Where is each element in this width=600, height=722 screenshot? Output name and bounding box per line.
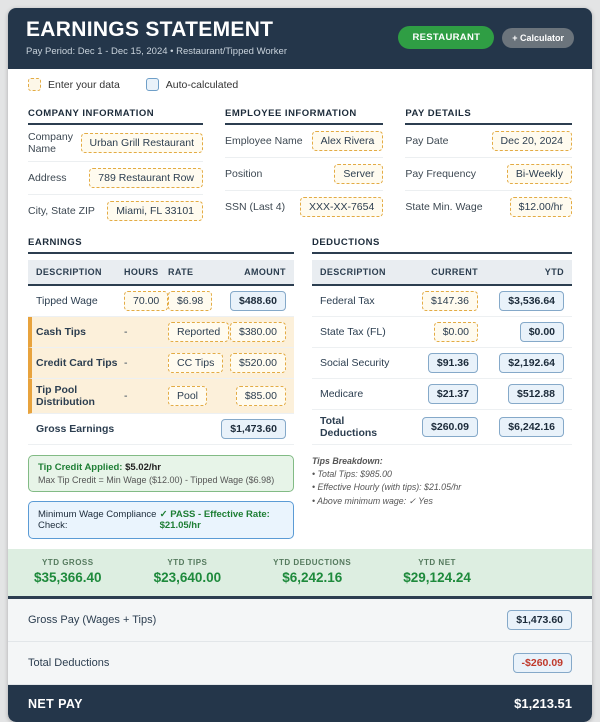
legend-enter-label: Enter your data — [48, 78, 120, 91]
deductions-section-title: DEDUCTIONS — [312, 237, 572, 254]
earnings-col-amount: AMOUNT — [244, 267, 286, 277]
gross-pay-summary-label: Gross Pay (Wages + Tips) — [28, 614, 157, 626]
pay-details-section-title: PAY DETAILS — [405, 108, 572, 125]
total-deductions-current-value: $260.09 — [422, 417, 478, 437]
cash-tips-amount-field[interactable]: $380.00 — [230, 322, 286, 342]
tip-credit-formula: Max Tip Credit = Min Wage ($12.00) - Tipped Wage ($6.98) — [38, 475, 275, 485]
net-pay-value: $1,213.51 — [514, 696, 572, 711]
medicare-ytd-value: $512.88 — [508, 384, 564, 404]
tip-pool-hours: - — [124, 390, 128, 402]
ytd-gross — [34, 558, 102, 585]
ytd-tips-label: YTD TIPS — [167, 558, 208, 567]
table-row-federal-tax — [312, 286, 572, 317]
gross-earnings-row — [28, 414, 294, 445]
header-text — [26, 18, 287, 57]
auto-calculated-swatch-icon — [146, 78, 159, 91]
calculator-button[interactable]: + Calculator — [502, 28, 574, 48]
compliance-check-label: Minimum Wage Compliance Check: — [38, 509, 157, 531]
deductions-section — [312, 237, 572, 539]
ytd-net — [403, 558, 471, 585]
ytd-deductions — [273, 558, 351, 585]
ytd-deductions-label: YTD DEDUCTIONS — [273, 558, 352, 567]
pay-frequency-field[interactable]: Bi-Weekly — [507, 164, 572, 184]
state-tax-current-field[interactable]: $0.00 — [434, 322, 478, 342]
compliance-check-result: ✓ PASS - Effective Rate: $21.05/hr — [159, 509, 270, 531]
cash-tips-rate-field[interactable]: Reported — [168, 322, 229, 342]
legend — [8, 69, 592, 100]
tipped-wage-amount-value: $488.60 — [230, 291, 286, 311]
page-title: EARNINGS STATEMENT — [26, 18, 274, 41]
company-name-field[interactable]: Urban Grill Restaurant — [81, 133, 203, 153]
table-row-medicare — [312, 379, 572, 410]
social-security-ytd-value: $2,192.64 — [499, 353, 564, 373]
federal-tax-current-field[interactable]: $147.36 — [422, 291, 478, 311]
earnings-col-description: DESCRIPTION — [36, 267, 102, 277]
tips-breakdown-item-above-min: • Above minimum wage: ✓ Yes — [311, 495, 433, 506]
employee-name-label: Employee Name — [225, 135, 303, 147]
deductions-col-ytd: YTD — [544, 267, 564, 277]
employee-ssn-row — [225, 191, 383, 223]
legend-auto-label: Auto-calculated — [165, 78, 239, 91]
pay-frequency-label: Pay Frequency — [405, 168, 476, 180]
state-tax-label: State Tax (FL) — [319, 326, 386, 338]
tip-pool-amount-field[interactable]: $85.00 — [236, 386, 286, 406]
pay-date-field[interactable]: Dec 20, 2024 — [492, 131, 572, 151]
state-min-wage-row — [405, 191, 572, 223]
tip-pool-label: Tip Pool Distribution — [36, 384, 95, 408]
legend-enter-data — [28, 78, 120, 91]
employee-name-row — [225, 125, 383, 158]
tipped-wage-label: Tipped Wage — [36, 295, 98, 307]
tips-breakdown-title: Tips Breakdown: — [311, 456, 383, 466]
earnings-section-title: EARNINGS — [28, 237, 294, 254]
tips-breakdown-item-effective: • Effective Hourly (with tips): $21.05/hr — [311, 482, 462, 493]
ytd-net-label: YTD NET — [418, 558, 456, 567]
net-pay-band — [8, 685, 592, 722]
table-row-social-security — [312, 348, 572, 379]
tip-credit-value: $5.02/hr — [125, 462, 162, 473]
table-row-credit-card-tips — [28, 348, 294, 379]
gross-earnings-label: Gross Earnings — [36, 423, 115, 435]
company-city-field[interactable]: Miami, FL 33101 — [107, 201, 203, 221]
gross-earnings-value: $1,473.60 — [221, 419, 286, 439]
ytd-net-value: $29,124.24 — [403, 570, 471, 585]
credit-card-tips-rate-field[interactable]: CC Tips — [168, 353, 223, 373]
credit-card-tips-label: Credit Card Tips — [36, 357, 118, 369]
gross-pay-summary-row — [8, 599, 592, 642]
table-row-tip-pool — [28, 379, 294, 414]
ytd-summary-band — [8, 549, 592, 599]
total-deductions-summary-value: -$260.09 — [513, 653, 572, 673]
company-name-row — [28, 125, 203, 162]
earnings-col-hours: HOURS — [124, 267, 159, 277]
total-deductions-summary-label: Total Deductions — [28, 657, 110, 669]
ytd-gross-label: YTD GROSS — [41, 558, 94, 567]
ytd-gross-value: $35,366.40 — [34, 570, 102, 585]
tips-breakdown — [312, 455, 572, 508]
tables-section — [8, 231, 592, 549]
earnings-section — [28, 237, 294, 539]
company-information-section — [28, 108, 203, 227]
company-address-label: Address — [28, 172, 67, 184]
social-security-label: Social Security — [319, 357, 390, 369]
company-section-title: COMPANY INFORMATION — [28, 108, 203, 125]
employee-section-title: EMPLOYEE INFORMATION — [225, 108, 383, 125]
header-buttons — [398, 26, 574, 49]
earnings-statement-card — [8, 8, 592, 722]
company-name-label: Company Name — [28, 131, 73, 155]
federal-tax-label: Federal Tax — [319, 295, 375, 307]
header — [8, 8, 592, 69]
employee-position-field[interactable]: Server — [334, 164, 383, 184]
company-address-row — [28, 162, 203, 195]
employee-name-field[interactable]: Alex Rivera — [312, 131, 384, 151]
cash-tips-label: Cash Tips — [36, 326, 86, 338]
legend-auto-calculated — [146, 78, 238, 91]
table-row-cash-tips — [28, 317, 294, 348]
pay-period-subtitle: Pay Period: Dec 1 - Dec 15, 2024 • Restaurant/Tipped Worker — [26, 46, 288, 57]
cash-tips-hours: - — [124, 326, 128, 338]
tip-credit-note — [28, 455, 294, 492]
total-deductions-summary-row — [8, 642, 592, 685]
total-deductions-label: Total Deductions — [319, 415, 378, 439]
state-tax-ytd-value: $0.00 — [520, 322, 564, 342]
info-sections — [8, 100, 592, 231]
deductions-table-header — [312, 260, 572, 286]
tip-pool-rate-field[interactable]: Pool — [168, 386, 207, 406]
federal-tax-ytd-value: $3,536.64 — [499, 291, 564, 311]
employee-position-row — [225, 158, 383, 191]
credit-card-tips-hours: - — [124, 357, 128, 369]
ytd-tips — [154, 558, 222, 585]
table-row-tipped-wage — [28, 286, 294, 317]
pay-date-label: Pay Date — [405, 135, 449, 147]
compliance-check-note — [28, 501, 294, 539]
pay-frequency-row — [405, 158, 572, 191]
total-deductions-ytd-value: $6,242.16 — [499, 417, 564, 437]
social-security-current-value: $91.36 — [428, 353, 478, 373]
restaurant-badge-button[interactable]: RESTAURANT — [398, 26, 494, 49]
tip-credit-label: Tip Credit Applied: — [38, 462, 123, 473]
credit-card-tips-amount-field[interactable]: $520.00 — [230, 353, 286, 373]
tipped-wage-rate-field[interactable]: $6.98 — [168, 291, 212, 311]
deductions-col-description: DESCRIPTION — [319, 267, 386, 277]
tipped-wage-hours-field[interactable]: 70.00 — [124, 291, 168, 311]
net-pay-label: NET PAY — [28, 696, 83, 711]
company-address-field[interactable]: 789 Restaurant Row — [89, 168, 203, 188]
ytd-deductions-value: $6,242.16 — [282, 570, 343, 585]
employee-ssn-field[interactable]: XXX-XX-7654 — [300, 197, 383, 217]
state-min-wage-label: State Min. Wage — [405, 201, 483, 213]
deductions-col-current: CURRENT — [431, 267, 478, 277]
gross-pay-summary-value: $1,473.60 — [507, 610, 572, 630]
company-city-row — [28, 195, 203, 227]
ytd-tips-value: $23,640.00 — [153, 570, 222, 585]
pay-date-row — [405, 125, 572, 158]
earnings-col-rate: RATE — [168, 267, 194, 277]
medicare-label: Medicare — [319, 388, 364, 400]
tips-breakdown-item-total: • Total Tips: $985.00 — [311, 469, 392, 480]
enter-data-swatch-icon — [28, 78, 41, 91]
employee-information-section — [225, 108, 383, 227]
state-min-wage-field[interactable]: $12.00/hr — [510, 197, 572, 217]
employee-position-label: Position — [225, 168, 263, 180]
employee-ssn-label: SSN (Last 4) — [225, 201, 286, 213]
earnings-table-header — [28, 260, 294, 286]
pay-details-section — [405, 108, 572, 227]
table-row-state-tax — [312, 317, 572, 348]
medicare-current-value: $21.37 — [428, 384, 478, 404]
company-city-label: City, State ZIP — [28, 205, 95, 217]
pay-summary — [8, 599, 592, 685]
tip-credit-line — [38, 462, 284, 473]
table-row-total-deductions — [312, 410, 572, 445]
